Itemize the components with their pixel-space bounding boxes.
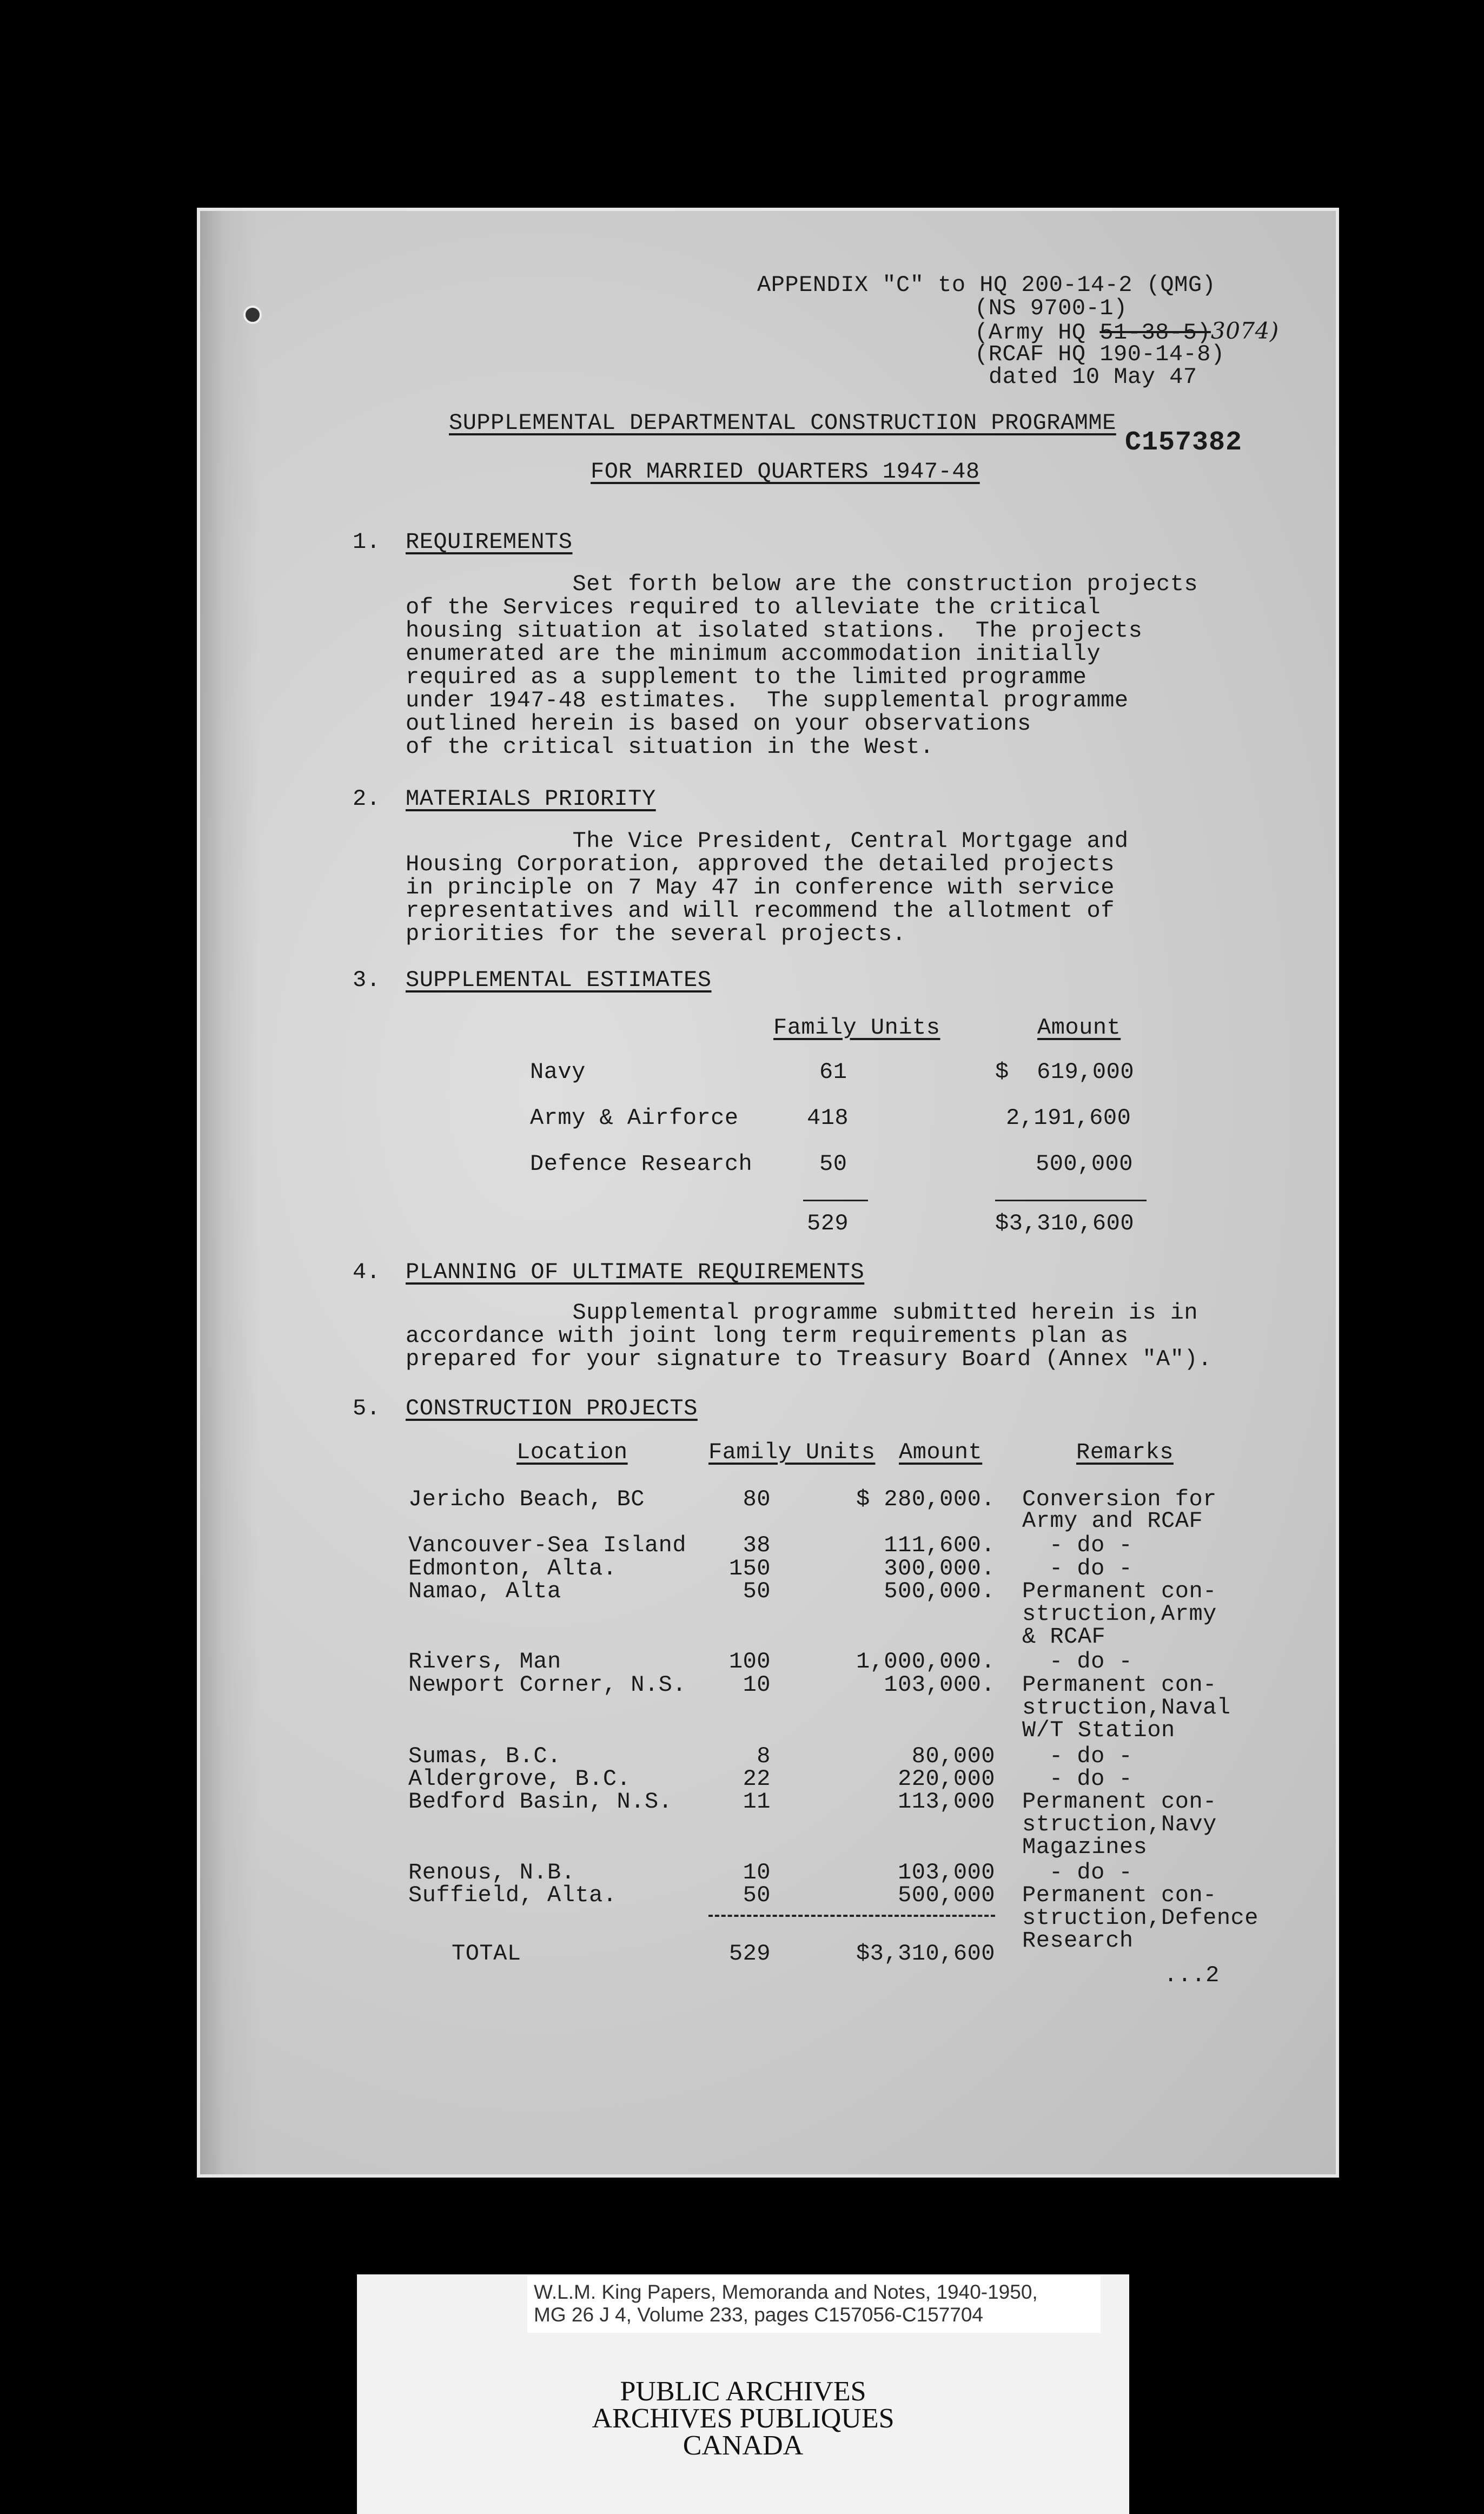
project-units: 10 xyxy=(743,1860,771,1886)
projects-total-amount: $3,310,600 xyxy=(856,1941,995,1967)
body-line: outlined herein is based on your observations xyxy=(406,711,1031,737)
estimates-row-amount: 2,191,600 xyxy=(1006,1105,1131,1131)
document-number: C157382 xyxy=(1125,427,1243,458)
section-number: 5. xyxy=(353,1395,381,1421)
project-units: 50 xyxy=(743,1882,771,1908)
project-amount: 500,000. xyxy=(884,1578,995,1604)
project-units: 80 xyxy=(743,1486,771,1512)
estimates-row-name: Defence Research xyxy=(530,1151,753,1177)
rcaf-ref: (RCAF HQ 190-14-8) xyxy=(975,341,1225,367)
project-remarks: Magazines xyxy=(1022,1834,1148,1860)
estimates-header-amount: Amount xyxy=(1037,1015,1121,1041)
estimates-total-units: 529 xyxy=(807,1210,849,1236)
section-number: 3. xyxy=(353,967,381,993)
archive-stamp-line: CANADA xyxy=(683,2430,804,2461)
body-line: required as a supplement to the limited programme xyxy=(406,664,1087,690)
section-heading: MATERIALS PRIORITY xyxy=(406,786,656,812)
army-ref-handwritten: 3074) xyxy=(1210,317,1279,344)
project-location: Suffield, Alta. xyxy=(408,1882,617,1908)
project-remarks: Permanent con- xyxy=(1022,1578,1217,1604)
body-line: prepared for your signature to Treasury Board (Annex "A"). xyxy=(406,1346,1212,1372)
body-line: under 1947-48 estimates. The supplemental programme xyxy=(406,687,1129,713)
source-citation-line: W.L.M. King Papers, Memoranda and Notes, 1940-1950, xyxy=(534,2281,1038,2303)
projects-header-units: Family Units xyxy=(708,1439,876,1465)
archive-stamp-line: PUBLIC ARCHIVES xyxy=(620,2376,866,2407)
project-units: 50 xyxy=(743,1578,771,1604)
ns-ref: (NS 9700-1) xyxy=(975,295,1128,321)
section-heading: CONSTRUCTION PROJECTS xyxy=(406,1395,698,1421)
project-remarks: - do - xyxy=(1049,1649,1133,1675)
army-ref-struck: 51-38-5) xyxy=(1099,320,1211,346)
project-units: 38 xyxy=(743,1532,771,1558)
project-remarks: struction,Naval xyxy=(1022,1695,1231,1721)
project-units: 8 xyxy=(757,1743,771,1769)
project-remarks: W/T Station xyxy=(1022,1717,1175,1743)
estimates-total-rule xyxy=(995,1200,1147,1201)
source-citation-line: MG 26 J 4, Volume 233, pages C157056-C157704 xyxy=(534,2304,984,2326)
project-remarks: Permanent con- xyxy=(1022,1882,1217,1908)
page-fold-shadow xyxy=(200,211,260,2174)
project-location: Edmonton, Alta. xyxy=(408,1556,617,1582)
estimates-row-name: Army & Airforce xyxy=(530,1105,739,1131)
project-remarks: struction,Defence xyxy=(1022,1905,1258,1931)
estimates-row-amount: 500,000 xyxy=(1036,1151,1133,1177)
project-amount: 300,000. xyxy=(884,1556,995,1582)
body-line: of the critical situation in the West. xyxy=(406,734,934,760)
project-location: Jericho Beach, BC xyxy=(408,1486,645,1512)
army-ref xyxy=(975,319,1279,345)
army-ref-prefix: (Army HQ xyxy=(975,320,1100,346)
dated-line: dated 10 May 47 xyxy=(989,364,1197,390)
project-remarks: Permanent con- xyxy=(1022,1672,1217,1698)
estimates-total-rule xyxy=(803,1200,868,1201)
projects-header-location: Location xyxy=(516,1439,628,1465)
estimates-row-units: 61 xyxy=(819,1059,847,1085)
section-heading: PLANNING OF ULTIMATE REQUIREMENTS xyxy=(406,1259,865,1285)
project-location: Sumas, B.C. xyxy=(408,1743,561,1769)
body-line: housing situation at isolated stations. The projects xyxy=(406,618,1143,644)
section-number: 2. xyxy=(353,786,381,812)
punch-hole xyxy=(243,306,262,324)
project-location: Renous, N.B. xyxy=(408,1860,575,1886)
projects-header-remarks: Remarks xyxy=(1076,1439,1174,1465)
project-amount: 1,000,000. xyxy=(856,1649,995,1675)
section-number: 1. xyxy=(353,529,381,555)
project-remarks: - do - xyxy=(1049,1743,1133,1769)
body-line: Housing Corporation, approved the detailed projects xyxy=(406,851,1115,877)
body-line: accordance with joint long term requirements plan as xyxy=(406,1323,1129,1349)
body-line: representatives and will recommend the allotment of xyxy=(406,898,1115,924)
document-page xyxy=(200,211,1336,2174)
projects-total-rule xyxy=(708,1915,995,1917)
estimates-row-name: Navy xyxy=(530,1059,586,1085)
project-amount: 103,000 xyxy=(898,1860,995,1886)
project-remarks: - do - xyxy=(1049,1532,1133,1558)
project-amount: 111,600. xyxy=(884,1532,995,1558)
appendix-line: APPENDIX "C" to HQ 200-14-2 (QMG) xyxy=(757,272,1216,298)
document-title: SUPPLEMENTAL DEPARTMENTAL CONSTRUCTION PROGRAMME xyxy=(449,410,1116,436)
page-continuation-marker: ...2 xyxy=(1164,1962,1220,1988)
estimates-row-units: 50 xyxy=(819,1151,847,1177)
project-units: 11 xyxy=(743,1789,771,1815)
body-line: of the Services required to alleviate the critical xyxy=(406,594,1101,620)
project-location: Vancouver-Sea Island xyxy=(408,1532,687,1558)
project-location: Rivers, Man xyxy=(408,1649,561,1675)
source-citation-sticker xyxy=(527,2276,1101,2333)
project-units: 100 xyxy=(728,1649,771,1675)
project-location: Aldergrove, B.C. xyxy=(408,1766,631,1792)
body-line: priorities for the several projects. xyxy=(406,921,906,947)
projects-total-units: 529 xyxy=(728,1941,771,1967)
project-remarks: Research xyxy=(1022,1928,1134,1954)
section-heading: REQUIREMENTS xyxy=(406,529,573,555)
body-line: enumerated are the minimum accommodation initially xyxy=(406,641,1101,667)
body-line: in principle on 7 May 47 in conference with service xyxy=(406,875,1115,901)
project-remarks: Army and RCAF xyxy=(1022,1508,1203,1534)
project-remarks: - do - xyxy=(1049,1556,1133,1582)
project-amount: 80,000 xyxy=(911,1743,995,1769)
body-line: Supplemental programme submitted herein is in xyxy=(406,1300,1198,1326)
project-units: 10 xyxy=(743,1672,771,1698)
estimates-total-amount: $3,310,600 xyxy=(995,1210,1135,1236)
document-subtitle: FOR MARRIED QUARTERS 1947-48 xyxy=(591,459,980,485)
project-location: Newport Corner, N.S. xyxy=(408,1672,687,1698)
body-line: The Vice President, Central Mortgage and xyxy=(406,828,1129,854)
project-location: Bedford Basin, N.S. xyxy=(408,1789,673,1815)
projects-header-amount: Amount xyxy=(899,1439,983,1465)
project-remarks: Permanent con- xyxy=(1022,1789,1217,1815)
estimates-row-amount: $ 619,000 xyxy=(995,1059,1135,1085)
project-units: 150 xyxy=(728,1556,771,1582)
project-units: 22 xyxy=(743,1766,771,1792)
archive-stamp-line: ARCHIVES PUBLIQUES xyxy=(592,2403,895,2434)
project-remarks: Conversion for xyxy=(1022,1486,1217,1512)
project-amount: 500,000 xyxy=(898,1882,995,1908)
section-heading: SUPPLEMENTAL ESTIMATES xyxy=(406,967,712,993)
project-amount: 113,000 xyxy=(898,1789,995,1815)
estimates-row-units: 418 xyxy=(807,1105,849,1131)
body-line: Set forth below are the construction projects xyxy=(406,571,1198,597)
project-remarks: struction,Army xyxy=(1022,1601,1217,1627)
project-remarks: & RCAF xyxy=(1022,1624,1106,1650)
projects-total-label: TOTAL xyxy=(452,1941,521,1967)
project-amount: 103,000. xyxy=(884,1672,995,1698)
project-location: Namao, Alta xyxy=(408,1578,561,1604)
section-number: 4. xyxy=(353,1259,381,1285)
estimates-header-units: Family Units xyxy=(773,1015,940,1041)
project-remarks: - do - xyxy=(1049,1766,1133,1792)
project-remarks: - do - xyxy=(1049,1860,1133,1886)
project-amount: 220,000 xyxy=(898,1766,995,1792)
project-remarks: struction,Navy xyxy=(1022,1811,1217,1837)
project-amount: $ 280,000. xyxy=(856,1486,995,1512)
